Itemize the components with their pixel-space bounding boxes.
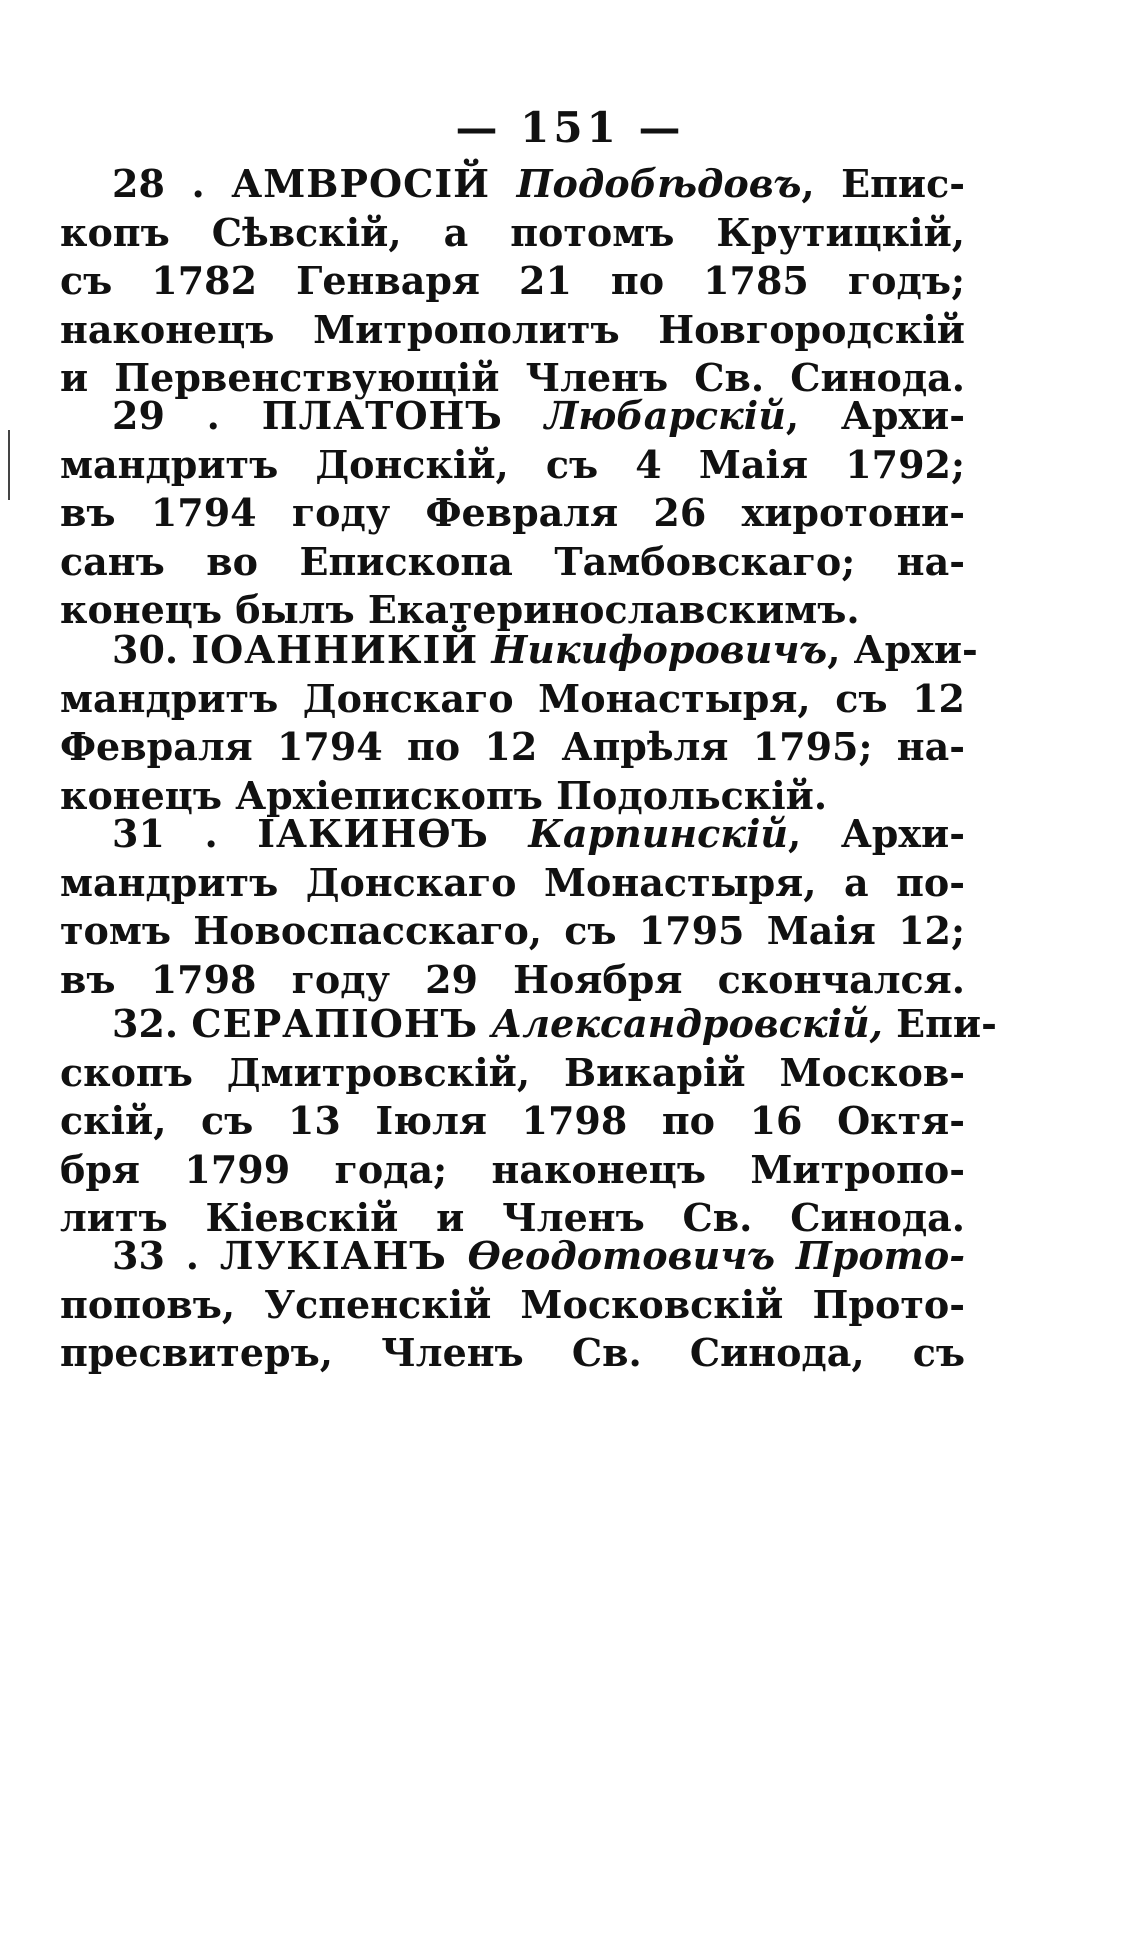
- entry-number: 30.: [112, 627, 179, 672]
- entry-first-line: [60, 1000, 997, 1049]
- entry-surname: Ѳеодотовичъ Прото-: [467, 1233, 965, 1278]
- entry-line: томъ Новоспасскаго, съ 1795 Маія 12;: [60, 908, 965, 953]
- entry-surname: Александровскій,: [491, 1001, 883, 1046]
- entry-number: 28 .: [112, 161, 205, 206]
- entry-line: наконецъ Митрополитъ Новгородскій: [60, 306, 965, 352]
- entry-name: ІАКИНѲЪ: [257, 811, 489, 856]
- entry-line: съ 1782 Генваря 21 по 1785 годъ;: [60, 258, 965, 303]
- entry-line: , Архи-: [785, 393, 966, 438]
- entry-33: [60, 1232, 965, 1378]
- entry-surname: Любарскій: [544, 393, 786, 438]
- entry-surname: Подобѣдовъ: [516, 161, 802, 206]
- entry-name: ЛУКІАНЪ: [219, 1233, 447, 1278]
- entry-number: 32.: [112, 1001, 179, 1046]
- entry-line: скій, съ 13 Іюля 1798 по 16 Октя-: [60, 1098, 965, 1143]
- entry-name: ІОАННИКІЙ: [191, 627, 479, 672]
- entry-28: [60, 160, 965, 403]
- entry-surname: Карпинскій: [528, 811, 789, 856]
- entry-number: 31 .: [112, 811, 218, 856]
- entry-line: скопъ Дмитровскій, Викарій Москов-: [60, 1049, 965, 1095]
- entry-name: СЕРАПІОНЪ: [191, 1001, 479, 1046]
- entry-32: [60, 1000, 997, 1243]
- margin-mark: [8, 430, 10, 500]
- entry-name: АМВРОСІЙ: [231, 161, 491, 206]
- entry-line: бря 1799 года; наконецъ Митропо-: [60, 1146, 965, 1192]
- entry-line: , Архи-: [827, 627, 978, 672]
- entry-line: копъ Сѣвскій, а потомъ Крутицкій,: [60, 209, 965, 255]
- entry-line: Февраля 1794 по 12 Апрѣля 1795; на-: [60, 724, 965, 769]
- entry-line: мандритъ Донскаго Монастыря, съ 12: [60, 675, 965, 721]
- entry-line: въ 1798 году 29 Ноября скончался.: [60, 956, 965, 1002]
- entry-number: 29 .: [112, 393, 220, 438]
- entry-line: конецъ Архіепископъ Подольскій.: [60, 772, 828, 818]
- entry-line: мандритъ Донскій, съ 4 Маія 1792;: [60, 441, 965, 487]
- entry-line: мандритъ Донскаго Монастыря, а по-: [60, 859, 965, 905]
- entry-line: Епи-: [882, 1001, 997, 1046]
- entry-31: [60, 810, 965, 1004]
- entry-first-line: [60, 626, 978, 675]
- entry-line: , Епис-: [801, 161, 966, 206]
- entry-first-line: [60, 1232, 965, 1281]
- entry-line: и Первенствующій Членъ Св. Синода.: [60, 355, 965, 400]
- entry-name: ПЛАТОНЪ: [261, 393, 503, 438]
- entry-line: въ 1794 году Февраля 26 хиротони-: [60, 490, 965, 535]
- entry-line: литъ Кіевскій и Членъ Св. Синода.: [60, 1195, 965, 1240]
- entry-line: , Архи-: [788, 811, 965, 856]
- entry-first-line: [60, 810, 965, 859]
- entry-first-line: [60, 160, 965, 209]
- page-number: — 151 —: [455, 103, 685, 152]
- entry-line: пресвитеръ, Членъ Св. Синода, съ: [60, 1330, 965, 1375]
- entry-first-line: [60, 392, 965, 441]
- entry-line: конецъ былъ Екатеринославскимъ.: [60, 587, 860, 632]
- entry-surname: Никифоровичъ: [491, 627, 828, 672]
- entry-line: поповъ, Успенскій Московскій Прото-: [60, 1281, 965, 1327]
- entry-30: [60, 626, 978, 820]
- entry-number: 33 .: [112, 1233, 199, 1278]
- entry-29: [60, 392, 965, 635]
- entry-line: санъ во Епископа Тамбовскаго; на-: [60, 538, 965, 584]
